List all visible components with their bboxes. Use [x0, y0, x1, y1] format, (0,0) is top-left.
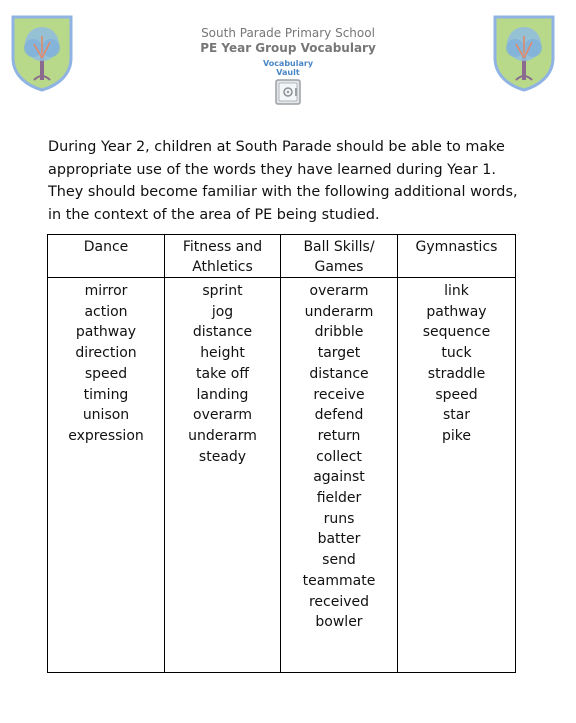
fitness-athletics-word-list	[165, 278, 281, 673]
vocabulary-word: against	[313, 469, 365, 486]
column-header-gymnastics	[398, 235, 516, 278]
vocabulary-word: batter	[317, 531, 361, 548]
vocabulary-word: return	[317, 427, 361, 444]
safe-icon	[275, 79, 301, 105]
vocabulary-table	[47, 234, 516, 673]
vocabulary-word: speed	[84, 365, 128, 382]
dance-word-list	[48, 278, 165, 673]
vocabulary-word: distance	[309, 365, 369, 382]
vocabulary-word: pike	[442, 427, 471, 444]
vocabulary-word: straddle	[427, 365, 486, 382]
document-title: PE Year Group Vocabulary	[200, 41, 376, 55]
vocabulary-word: action	[84, 303, 128, 320]
vocabulary-word: expression	[68, 427, 144, 444]
vocabulary-word: underarm	[304, 303, 374, 320]
vocabulary-word: received	[308, 593, 370, 610]
vocabulary-word: speed	[435, 386, 478, 403]
vocabulary-word: teammate	[302, 572, 376, 589]
vocabulary-word: sprint	[202, 283, 243, 299]
vocabulary-word: landing	[196, 386, 249, 403]
column-header-ball-skills-games	[281, 235, 398, 278]
column-header-fitness-athletics	[165, 235, 281, 278]
column-header-line: Dance	[83, 239, 129, 255]
vocabulary-word: link	[444, 283, 469, 299]
vault-label-line2: Vault	[276, 68, 300, 77]
vocabulary-word: tuck	[441, 345, 472, 362]
column-header-line: Gymnastics	[415, 239, 498, 255]
table-header-row	[48, 235, 516, 278]
vocabulary-word: sequence	[422, 324, 491, 341]
vocabulary-word: unison	[82, 407, 130, 424]
vocabulary-word: receive	[313, 386, 365, 403]
vocabulary-word: underarm	[188, 427, 257, 444]
column-header-line: Athletics	[192, 259, 253, 275]
vocabulary-word: defend	[314, 407, 364, 424]
column-header-line: Fitness and	[182, 239, 263, 255]
column-header-dance	[48, 235, 165, 278]
school-name: South Parade Primary School	[201, 26, 375, 40]
vocabulary-word: bowler	[315, 614, 363, 631]
vocabulary-word: runs	[323, 510, 355, 527]
vocabulary-word: distance	[192, 324, 253, 341]
vocabulary-word: send	[322, 552, 356, 569]
vocabulary-word: star	[442, 407, 471, 424]
vault-label-line1: Vocabulary	[262, 59, 314, 68]
column-header-line: Ball Skills/	[303, 239, 375, 255]
vocabulary-vault-label	[0, 59, 576, 77]
vocabulary-word: mirror	[84, 283, 128, 299]
vocabulary-word: timing	[83, 386, 129, 403]
vocabulary-word: dribble	[314, 324, 364, 341]
vocabulary-word: height	[200, 345, 245, 362]
gymnastics-word-list	[398, 278, 516, 673]
column-header-line: Games	[314, 259, 364, 275]
vocabulary-word: pathway	[426, 303, 487, 320]
vocabulary-word: pathway	[75, 324, 137, 341]
vocabulary-word: overarm	[309, 283, 369, 299]
intro-paragraph: During Year 2, children at South Parade should be able to make appropriate use of the words they have learned during Year 1. They should become familiar with the following additional words, in the context of the area of PE being studied.	[48, 139, 518, 223]
vocabulary-word: jog	[211, 303, 234, 320]
table-row	[48, 278, 516, 673]
vocabulary-word: direction	[75, 345, 137, 362]
vocabulary-word: target	[317, 345, 361, 362]
vocabulary-word: collect	[316, 448, 362, 465]
vocabulary-word: steady	[198, 448, 247, 465]
ball-skills-games-word-list	[281, 278, 398, 673]
vocabulary-word: take off	[196, 365, 249, 382]
vocabulary-word: overarm	[193, 407, 252, 424]
document-header	[0, 25, 576, 105]
vocabulary-word: fielder	[316, 490, 362, 507]
